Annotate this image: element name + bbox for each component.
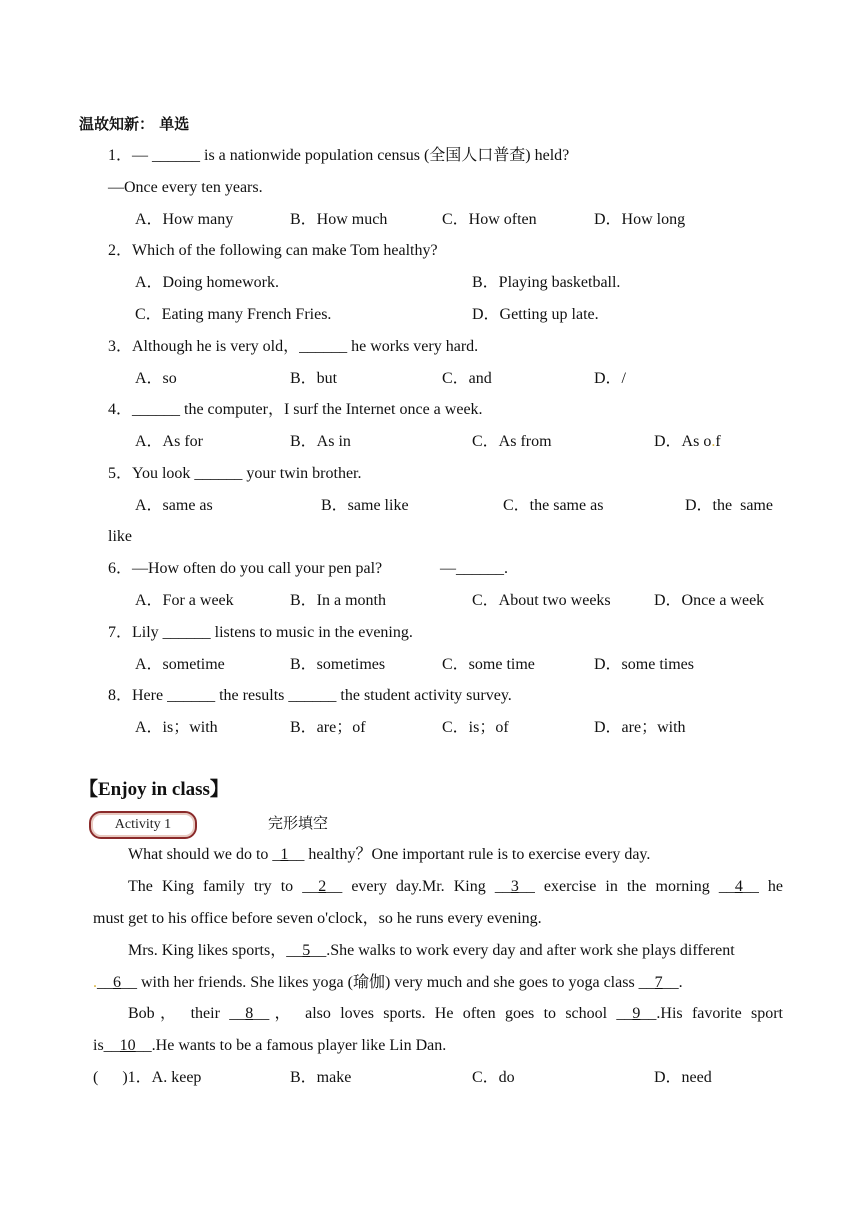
question-8-option-d: D．are；with bbox=[594, 719, 686, 736]
cloze-question-1-option-c: C．do bbox=[472, 1069, 515, 1086]
question-4-option-c: C．As from bbox=[472, 433, 552, 450]
section-title: 【Enjoy in class】 bbox=[79, 779, 229, 800]
blank-2: 2 bbox=[318, 878, 327, 895]
question-6-option-b: B．In a month bbox=[290, 592, 386, 609]
activity-badge-label: Activity 1 bbox=[114, 817, 172, 832]
review-heading: 温故知新： 单选 bbox=[79, 115, 190, 133]
passage-text: __.His favorite sport bbox=[640, 1005, 784, 1022]
question-8-option-b: B．are；of bbox=[290, 719, 366, 736]
question-5-option-d: D．the same bbox=[685, 497, 773, 514]
question-7-stem: 7．Lily ______ listens to music in the evening. bbox=[108, 624, 413, 641]
passage-text: Mrs. King likes sports，__ bbox=[128, 942, 303, 959]
question-3-option-b: B．but bbox=[290, 370, 338, 387]
question-6-answer-blank: —______. bbox=[440, 560, 508, 577]
question-6-option-d: D．Once a week bbox=[654, 592, 765, 609]
passage-paragraph-4-line-2 bbox=[93, 1036, 446, 1056]
passage-text: The King family try to __ bbox=[128, 878, 319, 895]
blank-1: 1 bbox=[280, 846, 289, 863]
blank-3: 3 bbox=[510, 878, 519, 895]
passage-paragraph-3-line-2 bbox=[93, 973, 683, 993]
passage-text: __.He wants to be a famous player like Lin Dan. bbox=[135, 1037, 447, 1054]
question-4-option-d bbox=[654, 432, 721, 452]
question-3-option-d: D．/ bbox=[594, 370, 627, 387]
cloze-question-1-option-d: D．need bbox=[654, 1069, 712, 1086]
blank-10: 10 bbox=[119, 1037, 136, 1054]
question-5-option-b: B．same like bbox=[321, 497, 409, 514]
question-3-option-c: C．and bbox=[442, 370, 492, 387]
question-2-option-b: B．Playing basketball. bbox=[472, 274, 621, 291]
passage-paragraph-2-line-1 bbox=[128, 877, 783, 897]
question-4-option-a: A．As for bbox=[135, 433, 203, 450]
question-7-option-c: C．some time bbox=[442, 656, 535, 673]
question-5-option-a: A．same as bbox=[135, 497, 213, 514]
question-4-stem: 4．______ the computer，I surf the Internet once a week. bbox=[108, 401, 483, 418]
question-1-stem-answer: —Once every ten years. bbox=[108, 179, 263, 196]
passage-text: __ he bbox=[742, 878, 784, 895]
question-5-option-c: C．the same as bbox=[503, 497, 604, 514]
question-1-stem: 1．— ______ is a nationwide population census (全国人口普查) held? bbox=[108, 147, 570, 164]
passage-paragraph-3-line-1 bbox=[128, 941, 735, 961]
passage-paragraph-2-line-2: must get to his office before seven o'clock，so he runs every evening. bbox=[93, 910, 542, 927]
question-5-stem: 5．You look ______ your twin brother. bbox=[108, 465, 362, 482]
edit-mark: . bbox=[711, 433, 716, 450]
question-7-option-a: A．sometime bbox=[135, 656, 225, 673]
passage-text: __.She walks to work every day and after work she plays different bbox=[310, 942, 735, 959]
question-5-option-d-wrap: like bbox=[108, 528, 132, 545]
passage-text: __. bbox=[662, 974, 683, 991]
passage-text: __ healthy？One important rule is to exercise every day. bbox=[288, 846, 651, 863]
question-6-option-c: C．About two weeks bbox=[472, 592, 611, 609]
activity-badge bbox=[89, 811, 197, 839]
question-1-option-d: D．How long bbox=[594, 211, 686, 228]
cloze-question-1-option-b: B．make bbox=[290, 1069, 352, 1086]
question-1-option-a: A．How many bbox=[135, 211, 234, 228]
blank-7: 7 bbox=[654, 974, 663, 991]
question-8-option-a: A．is；with bbox=[135, 719, 218, 736]
passage-paragraph-4-line-1 bbox=[128, 1004, 783, 1024]
question-6-stem: 6．—How often do you call your pen pal? bbox=[108, 560, 383, 577]
question-4-option-d-text: D．As o bbox=[654, 433, 712, 450]
question-1-option-b: B．How much bbox=[290, 211, 388, 228]
question-8-stem: 8．Here ______ the results ______ the student activity survey. bbox=[108, 687, 512, 704]
passage-text: __ exercise in the morning __ bbox=[518, 878, 735, 895]
blank-6: 6 bbox=[113, 974, 121, 991]
cloze-subtitle: 完形填空 bbox=[268, 814, 329, 832]
blank-4: 4 bbox=[734, 878, 743, 895]
question-1-option-c: C．How often bbox=[442, 211, 537, 228]
question-2-option-a: A．Doing homework. bbox=[135, 274, 279, 291]
question-2-option-c: C．Eating many French Fries. bbox=[135, 306, 332, 323]
edit-mark: . bbox=[93, 974, 97, 991]
blank-8: 8 bbox=[245, 1005, 254, 1022]
blank-5: 5 bbox=[302, 942, 311, 959]
question-3-stem: 3．Although he is very old，______ he works very hard. bbox=[108, 338, 479, 355]
question-2-option-d: D．Getting up late. bbox=[472, 306, 599, 323]
question-7-option-b: B．sometimes bbox=[290, 656, 386, 673]
passage-text: __ with her friends. She likes yoga (瑜伽) very much and she goes to yoga class __ bbox=[121, 974, 655, 991]
question-7-option-d: D．some times bbox=[594, 656, 694, 673]
question-6-option-a: A．For a week bbox=[135, 592, 234, 609]
passage-text: __， also loves sports. He often goes to school __ bbox=[253, 1005, 633, 1022]
question-2-stem: 2．Which of the following can make Tom healthy? bbox=[108, 242, 438, 259]
passage-paragraph-1 bbox=[128, 845, 650, 865]
question-8-option-c: C．is；of bbox=[442, 719, 509, 736]
question-4-option-d-tail: f bbox=[715, 433, 721, 450]
passage-text: is__ bbox=[93, 1037, 120, 1054]
passage-text: What should we do to _ bbox=[128, 846, 281, 863]
passage-text: __ bbox=[97, 974, 113, 991]
cloze-question-1-stem: ( )1．A. keep bbox=[93, 1069, 202, 1086]
blank-9: 9 bbox=[632, 1005, 641, 1022]
passage-text: __ every day.Mr. King __ bbox=[326, 878, 511, 895]
question-4-option-b: B．As in bbox=[290, 433, 351, 450]
question-3-option-a: A．so bbox=[135, 370, 177, 387]
passage-text: Bob， their __ bbox=[128, 1005, 246, 1022]
